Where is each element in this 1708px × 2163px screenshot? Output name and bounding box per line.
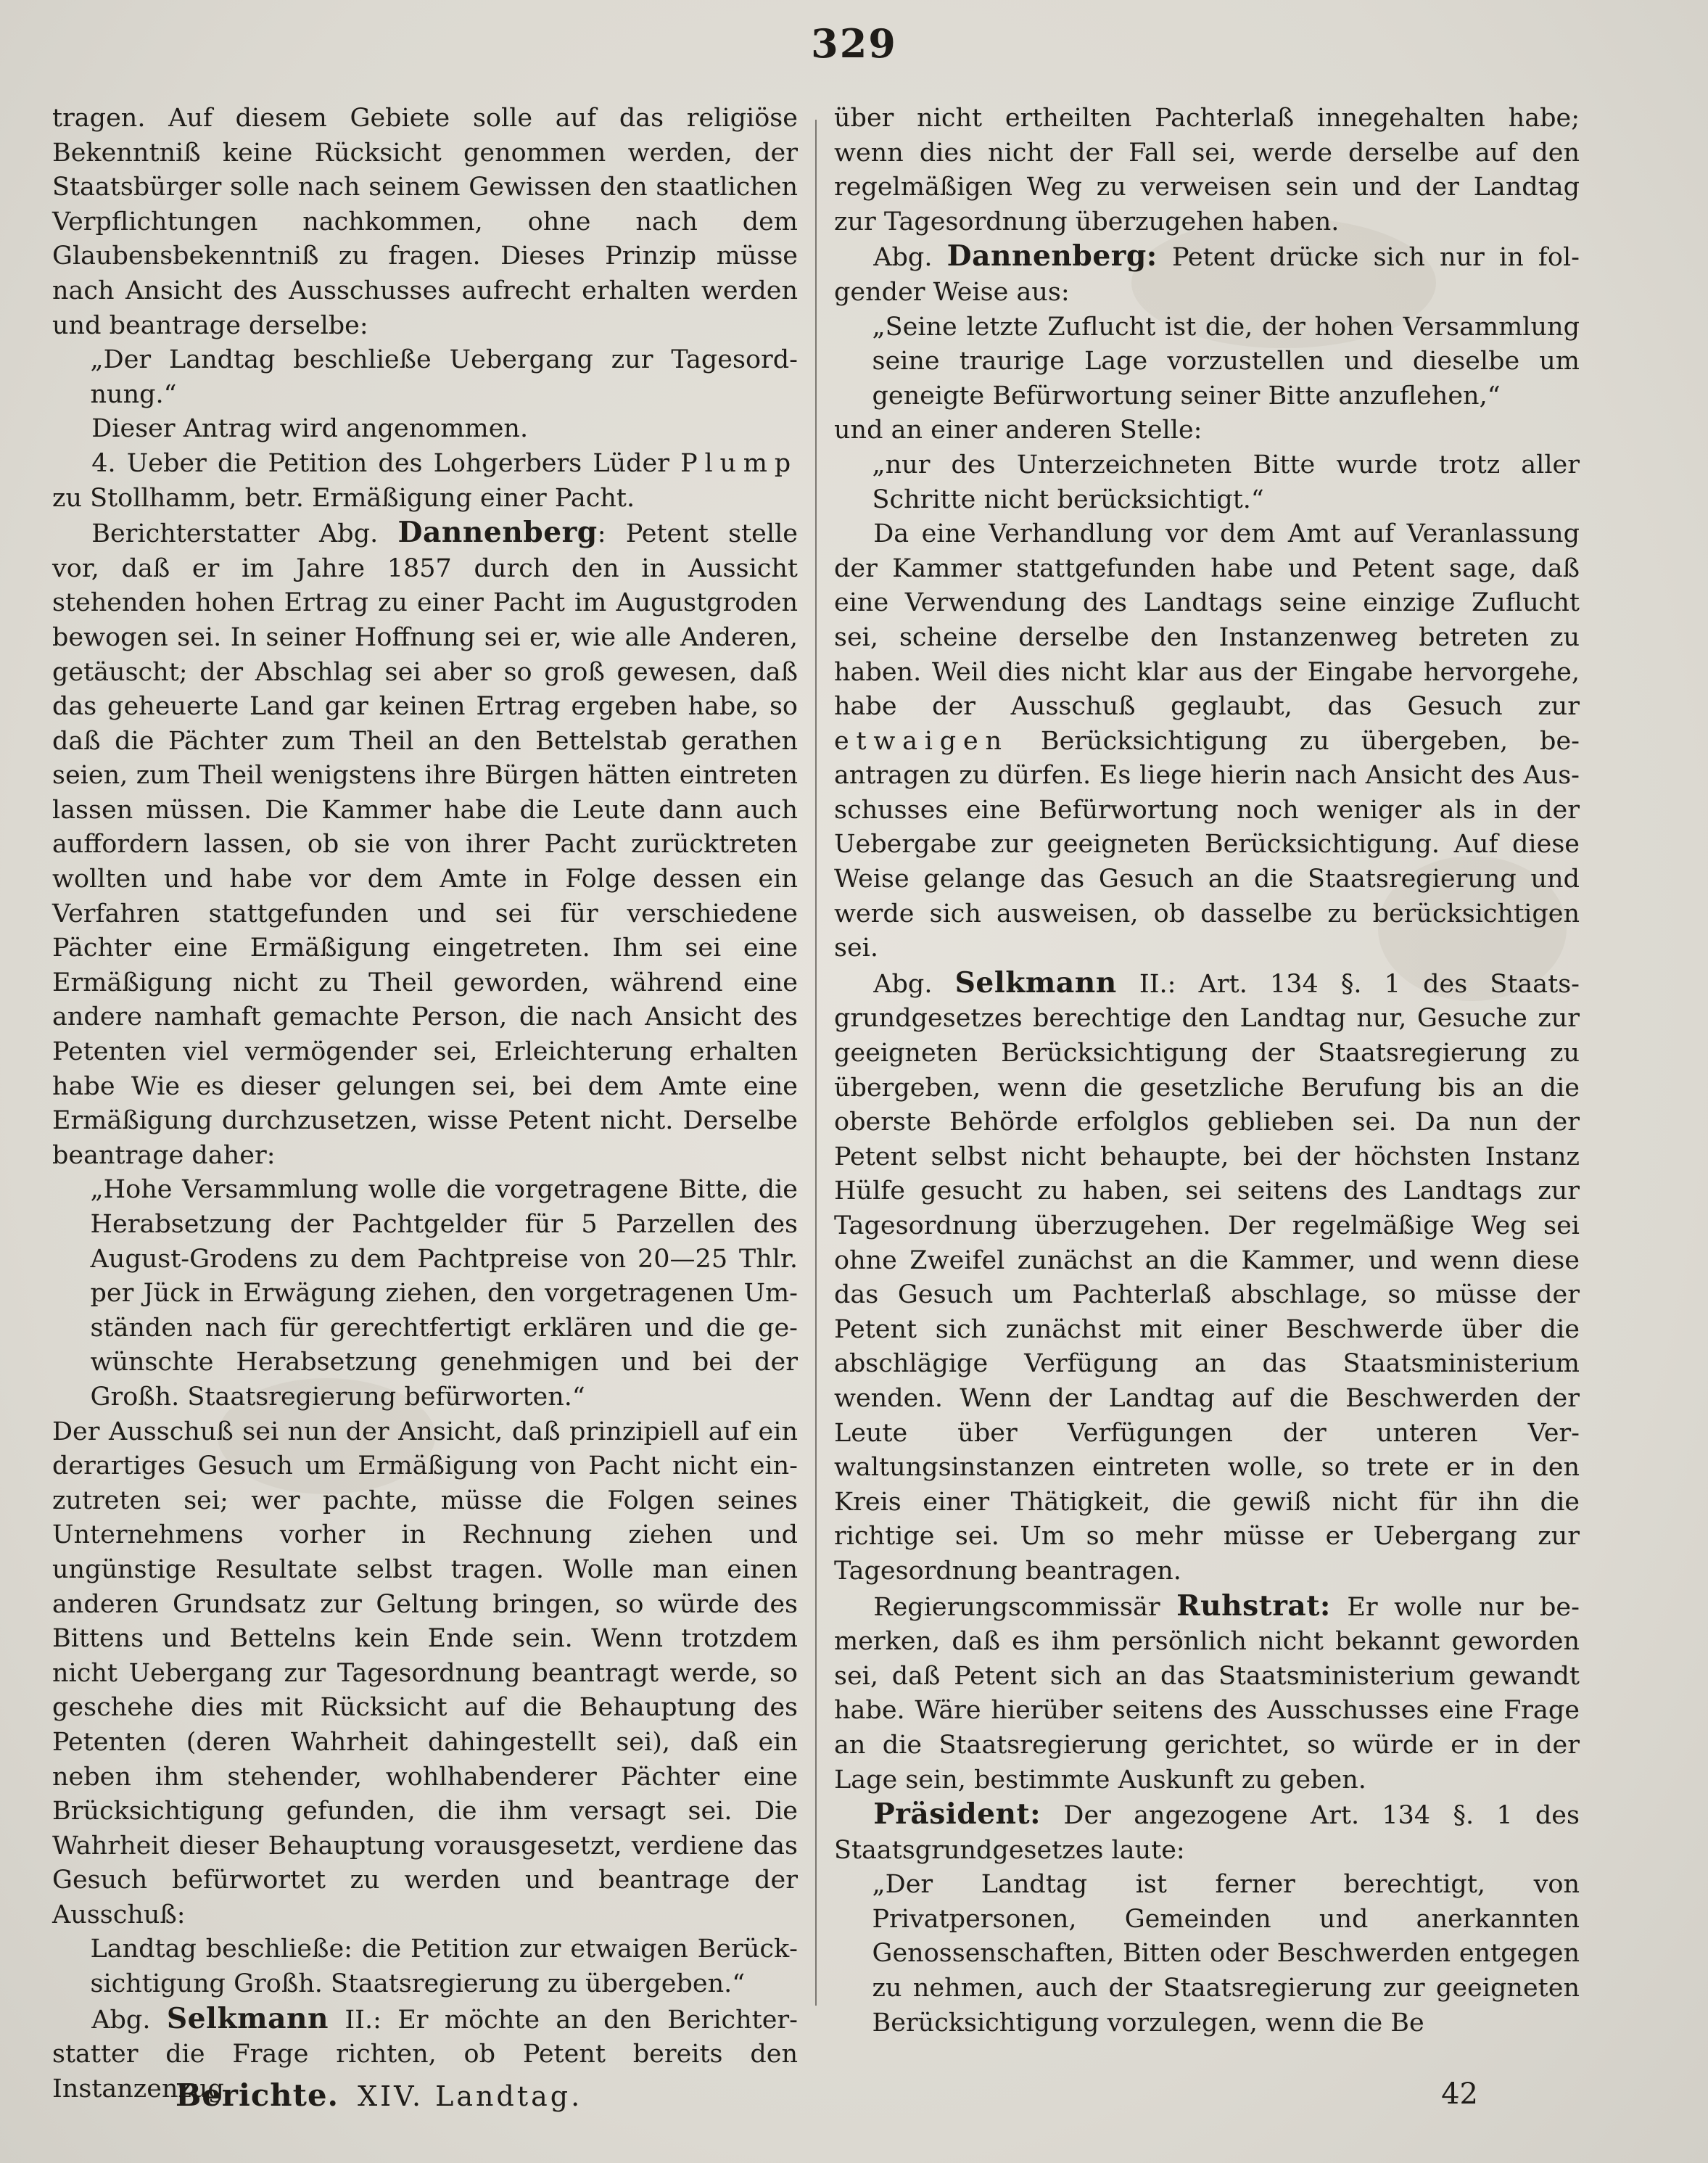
paragraph-text: Da eine Verhandlung vor dem Amt auf Veranlassung der Kammer stattgefunden habe und Petent sage, daß eine Verwendung des Landtags seine einzige Zuflucht sei, scheine derselbe den Instanzenweg betreten zu haben. Weil dies nicht klar aus der Eingabe hervorgehe, habe der Ausschuß geglaubt, das Gesuch zur <box>834 519 1580 722</box>
paragraph: Dieser Antrag wird angenommen. <box>91 414 529 444</box>
paragraph <box>834 966 1580 1589</box>
paragraph: Berichterstatter Abg. Dannenberg: Petent stelle vor, daß er im Jahre 1857 durch den in Aussicht stehenden hohen Ertrag zu einer Pacht im Augustgroden bewogen sei. In seiner Hoffnung sei er, wie alle Anderen, getäuscht; der Abschlag sei aber so groß gewesen, daß das geheuerte Land gar keinen Ertrag ergeben habe, so daß die Pächter zum Theil an den Bettelstab gerathen seien, zum Theil wenigstens ihre Bürgen hätten eintreten lassen müssen. Die Kammer habe die Leute dann auch auffordern lassen, ob sie von ihrer Pacht zurücktreten wollten und habe vor dem Amte in Folge dessen ein Verfahren stattgefunden und sei für verschiedene Pächter eine Ermäßigung eingetreten. Ihm sei eine Ermäßigung nicht zu Theil geworden, während eine andere namhaft gemachte Person, die nach Ansicht des Petenten viel vermögender sei, Erleichterung erhalten habe Wie es dieser gelungen sei, bei dem Amte eine Ermäßigung durchzusetzen, wisse Petent nicht. Derselbe beantrage daher: <box>52 516 798 1170</box>
paragraph-text: Er möchte an den Berichterstatter die Frage richten, ob Petent bereits den Instanzenzug <box>52 2005 798 2104</box>
petitioner-name: Plump <box>680 448 798 478</box>
paragraph-text: Petent stelle vor, daß er im Jahre 1857 durch den in Aussicht stehenden hohen Ertrag zu einer Pacht im Augustgroden bewogen sei. In seiner Hoffnung sei er, wie alle Anderen, getäuscht; der Abschlag sei aber so groß gewesen, daß das geheuerte Land gar keinen Ertrag ergeben habe, so daß die Pächter zum Theil an den Bettelstab gerathen seien, zum Theil wenigstens ihre Bürgen hätten eintreten lassen müssen. Die Kammer habe die Leute dann auch auffordern lassen, ob sie von ihrer Pacht zurücktreten wollten und habe vor dem Amte in Folge dessen ein Verfahren stattgefunden und sei für verschiedene Pächter eine Ermäßigung eingetreten. Ihm sei eine Ermäßigung nicht zu Theil geworden, während eine andere namhaft gemachte Person, die nach Ansicht des Petenten viel vermögender sei, Erleichterung erhalten habe Wie es dieser gelungen sei, bei dem Amte eine Ermäßigung durchzusetzen, wisse Petent nicht. Derselbe beantrage daher: <box>52 519 798 1170</box>
speaker-prefix: Abg. <box>91 2005 151 2035</box>
agenda-item: 4. Ueber die Petition des Lohgerbers Lüder Plump zu Stollhamm, betr. Ermäßigung einer Pacht. <box>52 448 798 513</box>
quote: „Der Landtag beschließe Uebergang zur Tagesordnung.“ <box>90 345 798 409</box>
paragraph: und an einer anderen Stelle: <box>834 416 1202 445</box>
speaker-suffix: II.: <box>1139 969 1176 999</box>
speaker-name: Ruhstrat: <box>1176 1589 1331 1623</box>
paragraph-text: Art. 134 §. 1 des Staatsgrundgesetzes berechtige den Landtag nur, Gesuche zur geeigneten Berücksichtigung der Staatsregierung zu übergeben, wenn die gesetzliche Berufung bis an die oberste Behörde erfolglos geblieben sei. Da nun der Petent selbst nicht behaupte, bei der höchsten Instanz Hülfe gesucht zu haben, sei seitens des Landtags zur Tagesordnung überzugehen. Der regelmäßige Weg sei ohne Zweifel zunächst an die Kammer, und wenn diese das Gesuch um Pachterlaß abschlage, so müsse der Petent sich zunächst mit einer Beschwerde über die abschlägige Verfügung an das Staatsministerium wenden. Wenn der Landtag auf die Beschwerden der Leute über Verfügungen der unteren Verwaltungsinstanzen eintreten wolle, so trete er in den Kreis einer Thätigkeit, die gewiß nicht für ihn die richtige sei. Um so mehr müsse er Uebergang zur Tagesordnung beantragen. <box>834 969 1580 1586</box>
page-number: 329 <box>811 20 897 67</box>
speaker-name: Präsident: <box>873 1797 1041 1832</box>
quote: „Seine letzte Zuflucht ist die, der hohen Versammlung seine traurige Lage vorzustellen und dieselbe um geneigte Befürwortung seiner Bitte anzuflehen,“ <box>872 312 1580 411</box>
paragraph-text: Berücksichtigung zu übergeben, beantragen zu dürfen. Es liege hierin nach Ansicht des Ausschusses eine Befürwortung noch weniger als in der Uebergabe zur geeigneten Berücksichtigung. Auf diese Weise gelange das Gesuch an die Staatsregierung und werde sich ausweisen, ob dasselbe zu berücksichtigen sei. <box>834 726 1580 963</box>
paragraph <box>834 239 1580 310</box>
footer-sheet-number: 42 <box>1441 2077 1478 2111</box>
paragraph: Der Ausschuß sei nun der Ansicht, daß prinzipiell auf ein derartiges Gesuch um Ermäßigung von Pacht nicht einzutreten sei; wer pachte, müsse die Folgen seines Unternehmens vorher in Rechnung ziehen und ungünstige Resultate selbst tragen. Wolle man einen anderen Grundsatz zur Geltung bringen, so würde des Bittens und Bettelns kein Ende sein. Wenn trotzdem nicht Uebergang zur Tagesordnung beantragt werde, so geschehe dies mit Rücksicht auf die Behauptung des Petenten (deren Wahrheit dahingestellt sei), daß ein neben ihm stehender, wohlhabenderer Pächter eine Brücksichtigung gefunden, die ihm versagt sei. Die Wahrheit dieser Behauptung vorausgesetzt, verdiene das Gesuch befürwortet zu werden und beantrage der Ausschuß: <box>52 1417 798 1929</box>
paragraph <box>834 1589 1580 1798</box>
paragraph-text: Der angezogene Art. 134 §. 1 des Staatsgrundgesetzes laute: <box>834 1801 1580 1865</box>
speaker-name: Selkmann <box>954 965 1117 1000</box>
speaker-prefix: Berichterstatter Abg. <box>91 519 379 549</box>
left-column <box>52 102 798 2106</box>
quote: Landtag beschließe: die Petition zur etwaigen Berücksichtigung Großh. Staatsregierung zu übergeben.“ <box>90 1935 798 1999</box>
right-column <box>834 102 1580 2040</box>
quote: „nur des Unterzeichneten Bitte wurde trotz aller Schritte nicht berücksichtigt.“ <box>872 450 1580 514</box>
quote: „Hohe Versammlung wolle die vorgetragene Bitte, die Herabsetzung der Pachtgelder für 5 Parzellen des August-Grodens zu dem Pachtpreise von 20—25 Thlr. per Jück in Erwägung ziehen, den vorgetragenen Umständen nach für gerechtfertigt erklären und die gewünschte Herabsetzung genehmigen und bei der Großh. Staatsregierung befürworten.“ <box>90 1175 798 1412</box>
footer-series: XIV. Landtag. <box>358 2080 583 2112</box>
emphasis: etwaigen <box>834 726 1009 756</box>
paragraph <box>834 517 1580 966</box>
paragraph: über nicht ertheilten Pachterlaß innegehalten habe; wenn dies nicht der Fall sei, werde derselbe auf den regelmäßigen Weg zu verweisen sein und der Landtag zur Tagesordnung überzugehen haben. <box>834 104 1580 236</box>
paragraph-text: Er wolle nur bemerken, daß es ihm persönlich nicht bekannt geworden sei, daß Petent sich an das Staatsministerium gewandt habe. Wäre hierüber seitens des Ausschusses eine Frage an die Staatsregierung gerichtet, so würde er in der Lage sein, bestimmte Auskunft zu geben. <box>834 1592 1580 1795</box>
paragraph <box>834 1797 1580 1868</box>
speaker-name: Selkmann <box>166 2001 329 2035</box>
speaker-prefix: Abg. <box>873 243 933 273</box>
speaker-name: Dannenberg: <box>946 239 1158 273</box>
column-divider <box>815 120 817 2006</box>
footer-title-bold: Berichte. <box>176 2077 339 2113</box>
speaker-name: Dannenberg <box>397 516 598 550</box>
quote: „Der Landtag ist ferner berechtigt, von Privatpersonen, Gemeinden und anerkannten Genossenschaften, Bitten oder Beschwerden entgegen zu nehmen, auch der Staatsregierung zur geeigneten Berücksichtigung vorzulegen, wenn die Be <box>872 1870 1580 2038</box>
speaker-prefix: Abg. <box>873 969 933 999</box>
speaker-suffix: II.: <box>345 2005 381 2035</box>
footer-title <box>176 2077 582 2113</box>
page-footer <box>52 2077 1580 2121</box>
paragraph-text: Petent drücke sich nur in folgender Weise aus: <box>834 243 1580 307</box>
paragraph: tragen. Auf diesem Gebiete solle auf das religiöse Bekenntniß keine Rücksicht genommen werden, der Staatsbürger solle nach seinem Gewissen den staatlichen Verpflichtungen nachkommen, ohne nach dem Glaubensbekenntniß zu fragen. Dieses Prinzip müsse nach Ansicht des Ausschusses aufrecht erhalten werden und beantrage derselbe: <box>52 104 798 340</box>
speaker-prefix: Regierungscommissär <box>873 1592 1160 1622</box>
